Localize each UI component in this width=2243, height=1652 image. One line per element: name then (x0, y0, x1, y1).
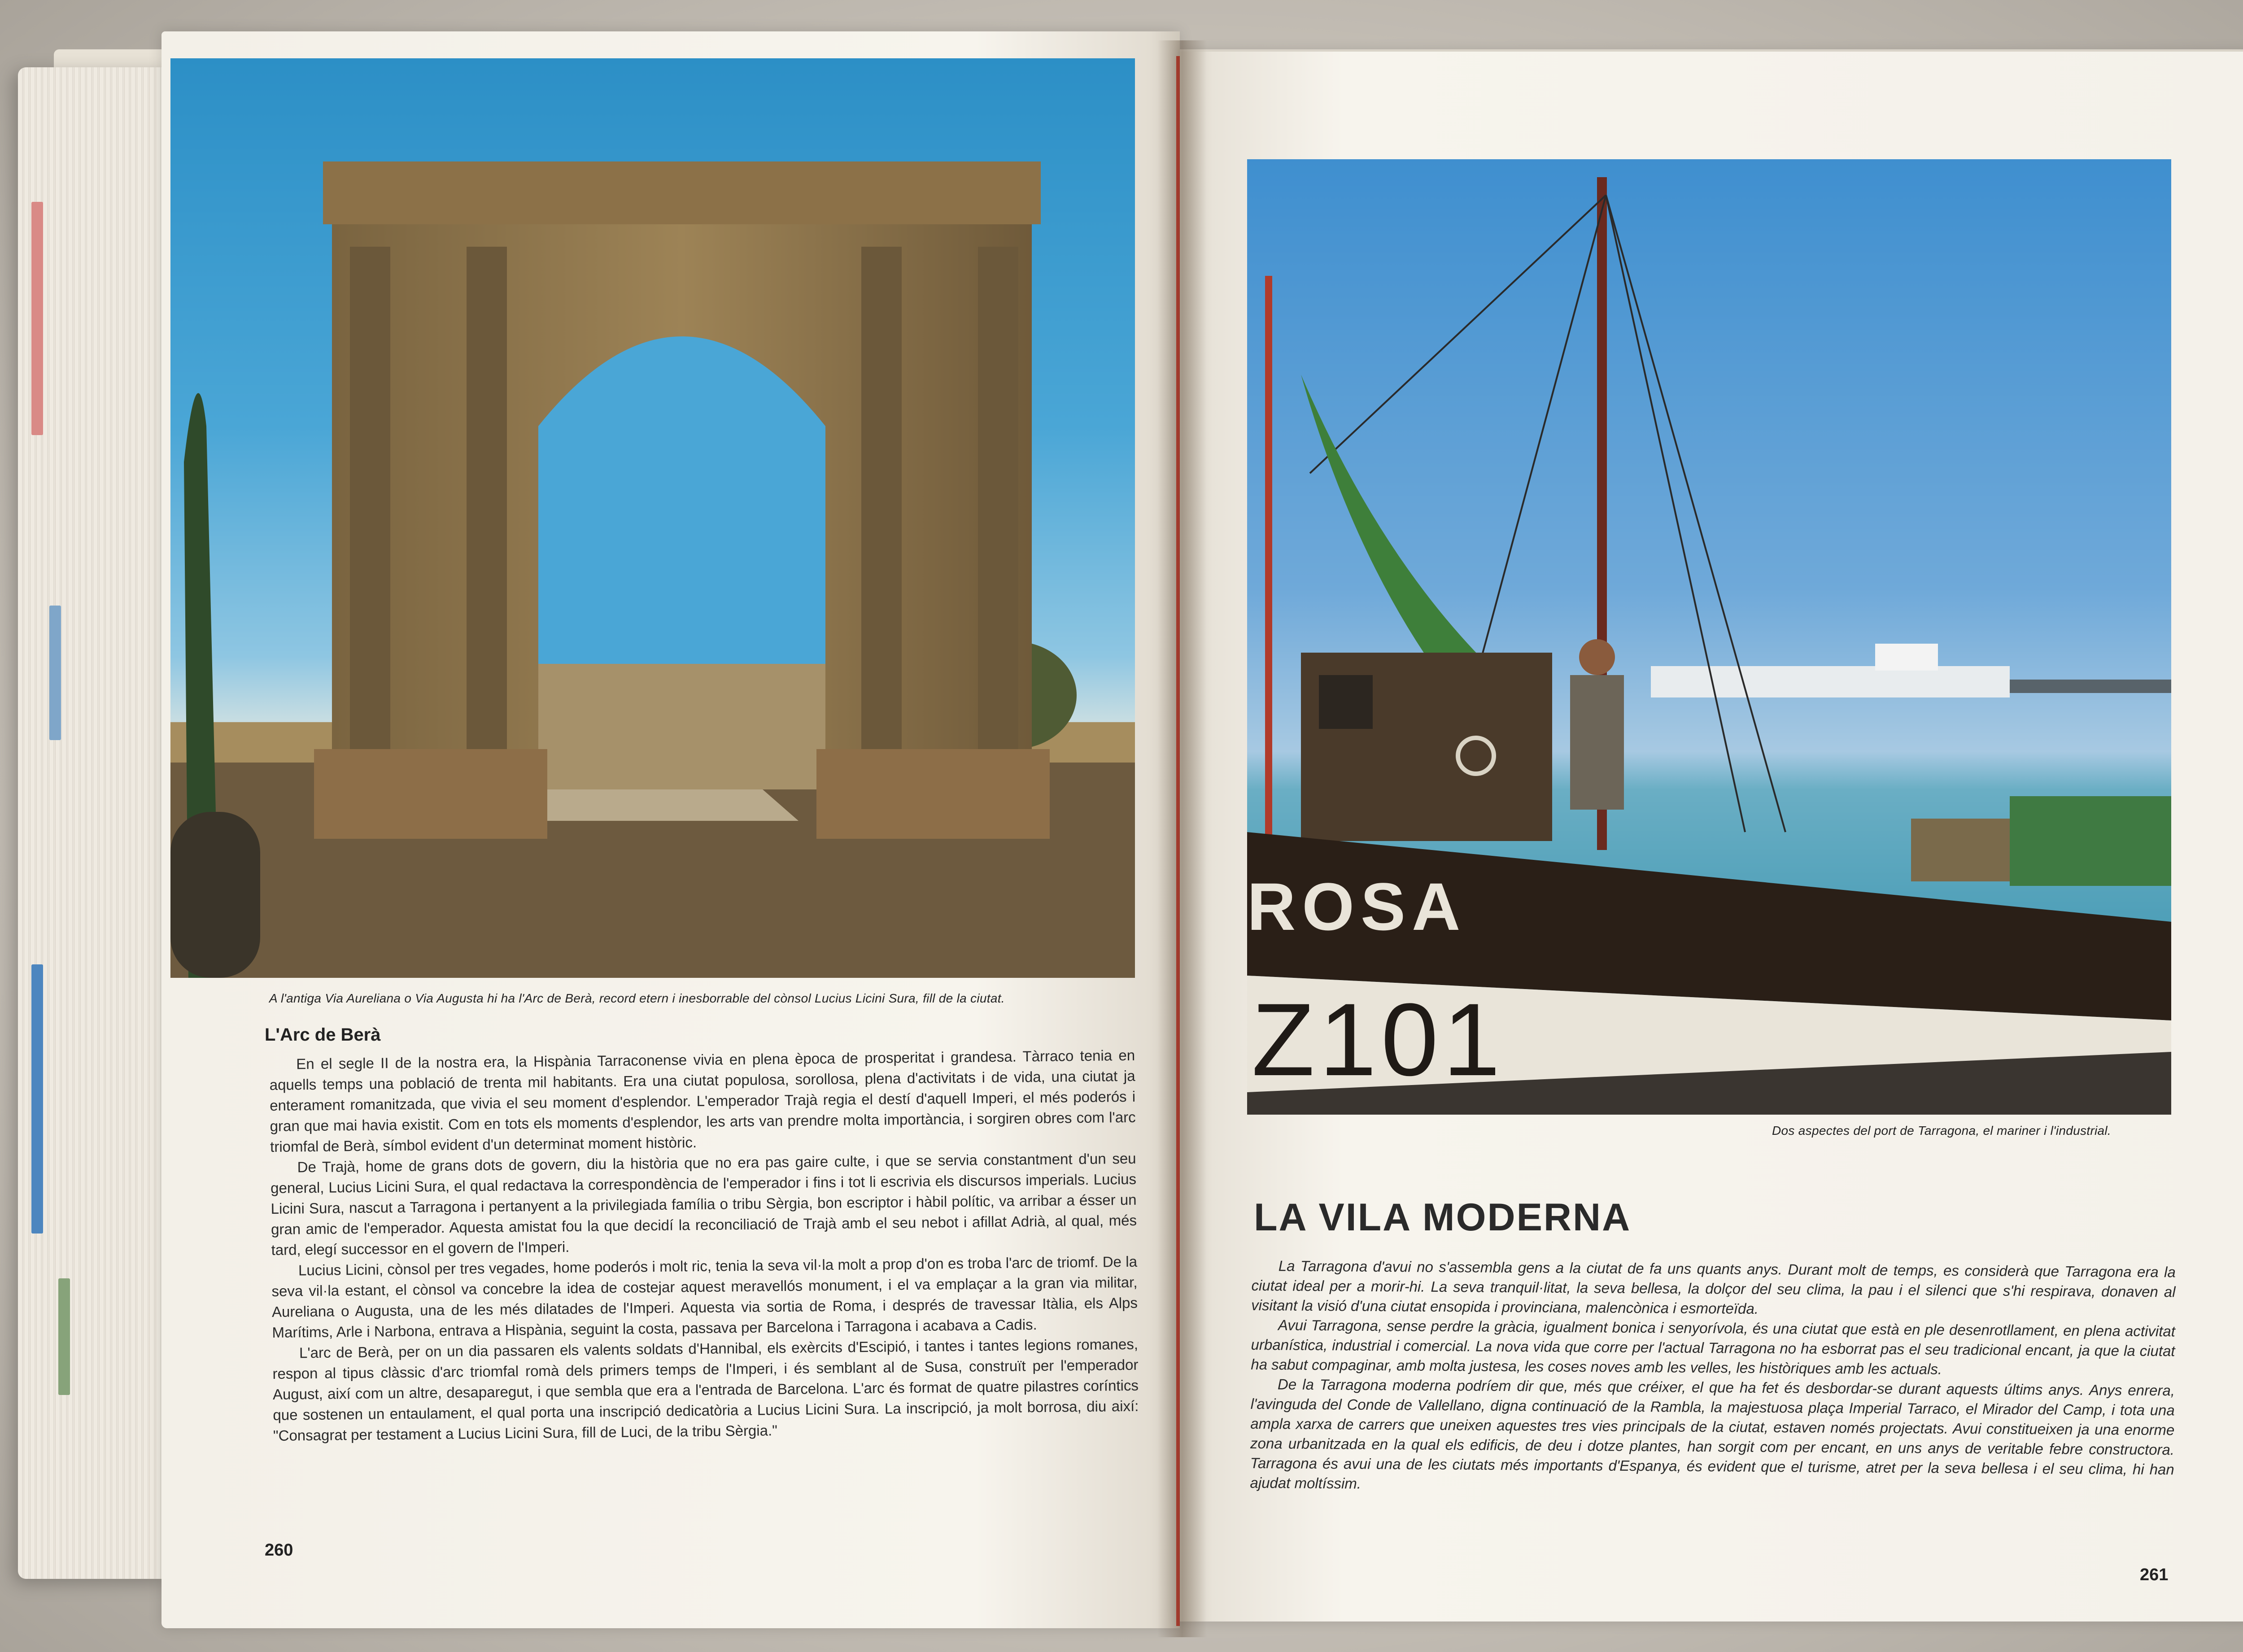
right-photo-caption: Dos aspectes del port de Tarragona, el mariner i l'industrial. (1772, 1124, 2111, 1138)
book-gutter-shadow (1157, 40, 1207, 1637)
page-tab (31, 964, 43, 1234)
boat-registration-lettering: Z101 (1252, 982, 1505, 1097)
paragraph: Lucius Licini, cònsol per tres vegades, home poderós i molt ric, tenia la seva vil·la molt a prop d'on es troba l'arc de triomf. De la seva vil·la estant, el cònsol va concebre la idea de costejar aquest meravellós monument, i el va emplaçar a la gran via militar, Aureliana o Augusta, una de les més dilatades de l'Imperi. Aquesta via sortia de Roma, i després de travessar Itàlia, els Alps Marítims, Arle i Narbona, entrava a Hispània, seguint la costa, passava per Barcelona i Tarragona i acabava a Cadis. (271, 1253, 1138, 1341)
book-page-edges-left (18, 67, 170, 1579)
page-number-right: 261 (2140, 1565, 2169, 1584)
chapter-heading: LA VILA MODERNA (1254, 1196, 1632, 1239)
boat-name-lettering: ROSA (1247, 869, 1467, 944)
paragraph: La Tarragona d'avui no s'assembla gens a la ciutat de fa uns quants anys. Durant molt de temps, es considerà que Tarragona era la ciutat ideal per a morir-hi. La seva tranquil·litat, la seva bellesa, la dolçor del seu clima, la pau i el silenci que s'hi respirava, donaven al visitant la visió d'una ciutat ensopida i provinciana, malencònica i esmorteïda. (1251, 1257, 2176, 1317)
tarragona-port-photo (1247, 159, 2171, 1115)
paragraph: Avui Tarragona, sense perdre la gràcia, igualment bonica i senyorívola, és una ciutat que està en ple desenrotllament, en plena activitat urbanística, industrial i comercial. La nova vida que corre per l'actual Tarragona no ha esborrat pas el seu tradicional encant, ja que la ciutat ha sabut compaginar, amb molta justesa, les coses noves amb les velles, les històriques amb les actuals. (1251, 1316, 2176, 1377)
page-tab (31, 202, 43, 435)
left-photo-caption: A l'antiga Via Aureliana o Via Augusta hi ha l'Arc de Berà, record etern i inesborrable del cònsol Lucius Licini Sura, fill de la ciutat. (269, 991, 1005, 1005)
paragraph: L'arc de Berà, per on un dia passaren els valents soldats d'Hannibal, els exèrcits d'Escipió, i tantes i tantes legions romanes, respon al tipus clàssic d'arc triomfal romà dels primers temps de l'Imperi, i és semblant al de Susa, construït per l'emperador August, així com un altre, desaparegut, i que sembla que era a l'entrada de Barcelona. L'arc és format de quatre pilastres coríntics que sostenen un entaulament, el qual porta una inscripció dedicatòria a Lucius Licini Sura. La inscripció, ja molt borrosa, diu així: "Consagrat per testament a Lucius Licini Sura, fill de Luci, de la tribu Sèrgia." (272, 1335, 1139, 1444)
right-body-text (1250, 1256, 2176, 1499)
arc-de-bera-photo (170, 58, 1135, 978)
section-heading-arc-de-bera: L'Arc de Berà (265, 1025, 381, 1045)
page-tab (58, 1278, 70, 1395)
paragraph: De la Tarragona moderna podríem dir que, més que créixer, el que ha fet és desbordar-se durant aquests últims anys. Anys enrera, l'avinguda del Conde de Vallellano, digna continuació de la Rambla, la majestuosa plaça Imperial Tarraco, el Mirador del Camp, i tota una ampla xarxa de carrers que uneixen aquestes tres vies principals de la ciutat, estaven només projectats. Avui constitueixen ja una enorme zona urbanitzada en la qual els edificis, de deu i dotze plantes, han sorgit com per encant, en uns anys de veritable febre constructora. Tarragona és avui una de les ciutats més importants d'Espanya, és evident que el turisme, atret per la seva bellesa i el seu clima, hi han ajudat moltíssim. (1250, 1376, 2175, 1492)
paragraph: De Trajà, home de grans dots de govern, diu la història que no era pas gaire culte, i que se servia constantment d'un seu general, Lucius Licini Sura, el qual redactava la correspondència de l'emperador i fins i tot li escrivia els discursos imperials. Lucius Licini Sura, nascut a Tarragona i pertanyent a la privilegiada família o tribu Sèrgia, bon escriptor i hàbil polític, va arribar a ésser un gran amic de l'emperador. Aquesta amistat fou la que decidí la reconciliació de Trajà amb el seu nebot i afillat Adrià, al qual, més tard, elegí successor en el govern de l'Imperi. (270, 1150, 1137, 1258)
left-body-text (269, 1045, 1139, 1446)
page-tab (49, 606, 61, 740)
paragraph: En el segle II de la nostra era, la Hispània Tarraconense vivia en plena època de prosperitat i grandesa. Tàrraco tenia en aquells temps una població de trenta mil habitants. Era una ciutat populosa, sorollosa, plena d'activitats i de vida, una ciutat ja enterament romanitzada, que vivia el seu moment d'esplendor. L'emperador Trajà regia el destí d'aquell Imperi, el més poderós i gran que mai havia existit. Com en tots els moments d'esplendor, les arts van prendre molta importància, i sorgiren obres com l'arc triomfal de Berà, símbol evident d'un determinat moment històric. (269, 1046, 1136, 1155)
page-number-left: 260 (265, 1541, 293, 1560)
